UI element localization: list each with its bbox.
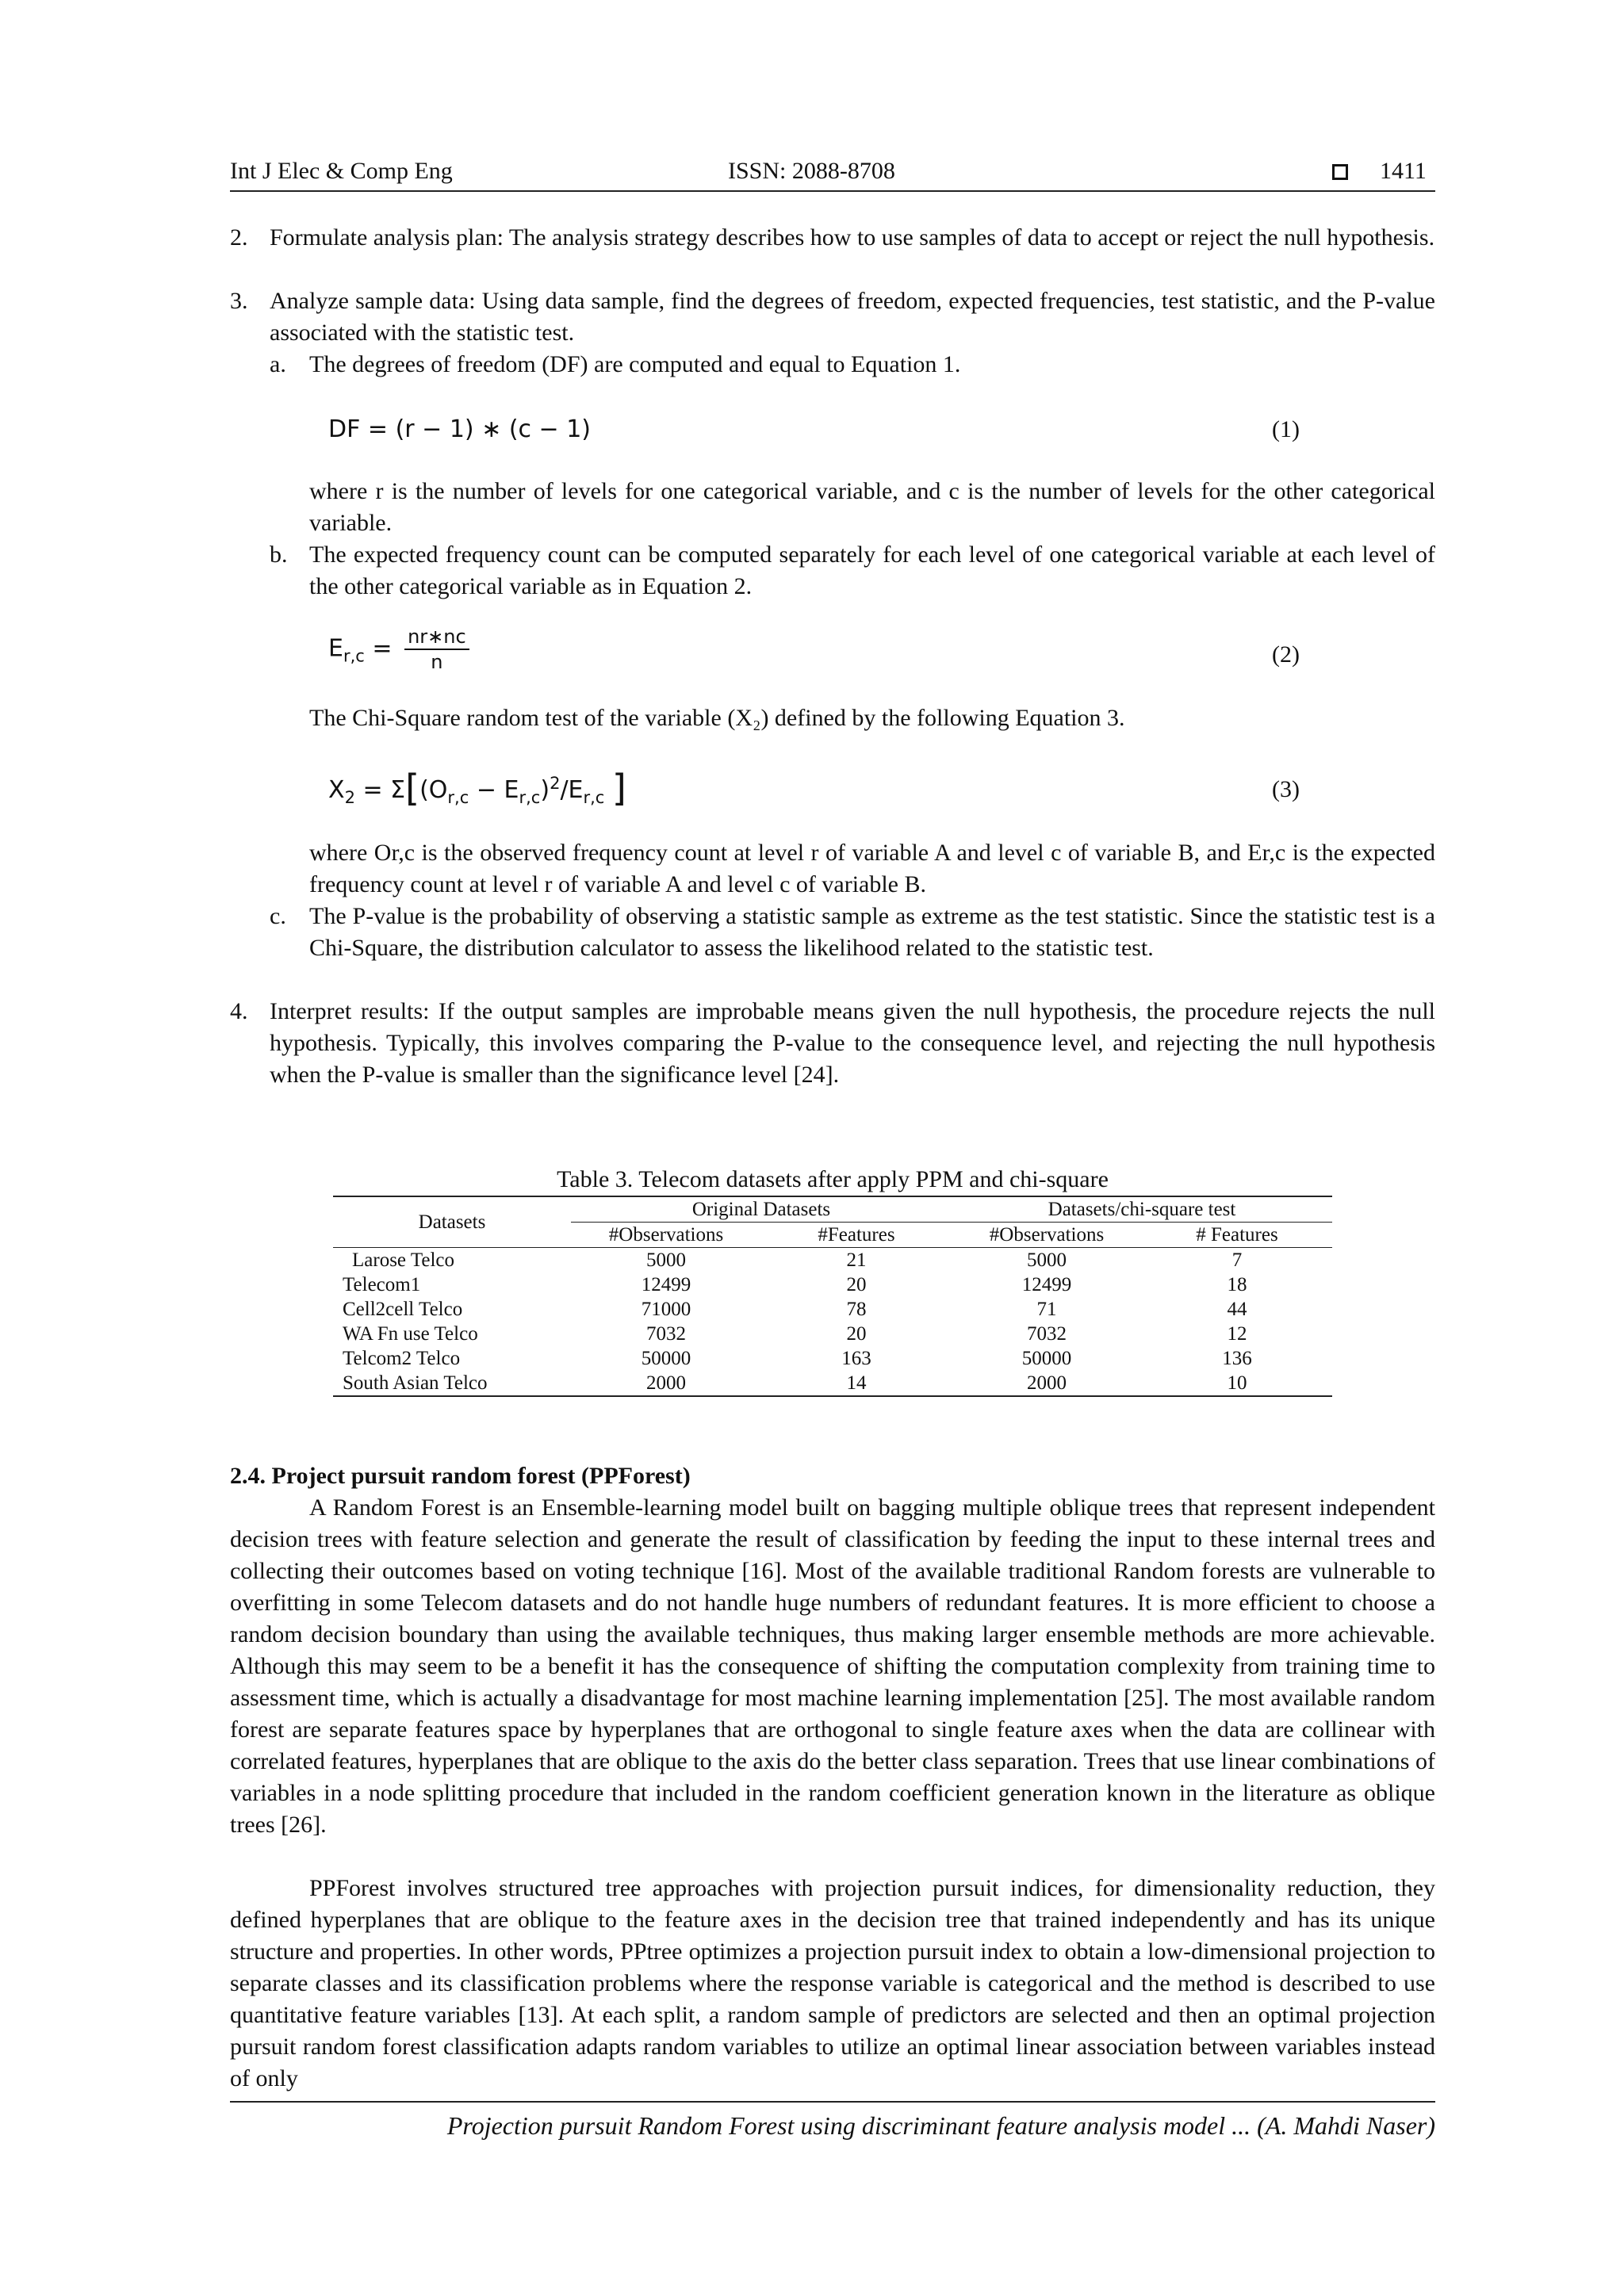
table-caption: Table 3. Telecom datasets after apply PPM and chi-square bbox=[557, 1166, 1109, 1192]
sub-header-features: #Features bbox=[761, 1223, 952, 1248]
cell-dataset-name: Larose Telco bbox=[352, 1249, 454, 1271]
equation-3-number: (3) bbox=[1272, 776, 1300, 802]
eq3-e-sub: r,c bbox=[519, 788, 541, 807]
list-item-4: Interpret results: If the output samples are improbable means given the null hypothesis, the procedure rejects the null hypothesis. Typically, this involves comparing the P-value to the consequence level, and rejecting the null hypothesis when the P-value is smaller than the significance level [24]. bbox=[270, 998, 1435, 1088]
sub-item-c: The P-value is the probability of observing a statistic sample as extreme as the test statistic. Since the statistic test is a Chi-Square, the distribution calculator to assess the likelihood related to the statistic test. bbox=[309, 903, 1435, 961]
list-item-3: Analyze sample data: Using data sample, find the degrees of freedom, expected frequencies, test statistic, and the P-value associated with the statistic test. bbox=[270, 288, 1435, 346]
eq2-fraction bbox=[404, 625, 469, 674]
page-number: 1411 bbox=[1380, 158, 1427, 184]
eq2-numerator: nr∗nc bbox=[404, 625, 469, 650]
cell-observations: 5000 bbox=[646, 1249, 686, 1271]
chi-square-intro: The Chi-Square random test of the variable (X₂) defined by the following Equation 3. bbox=[309, 705, 1125, 731]
table-header-row-1 bbox=[333, 1196, 1332, 1223]
cell-features: 163 bbox=[841, 1348, 871, 1369]
sub-num-c: c. bbox=[270, 903, 286, 929]
sub-header-observations: #Observations bbox=[571, 1223, 761, 1248]
cell-observations-2: 12499 bbox=[1021, 1274, 1072, 1295]
telecom-datasets-table bbox=[333, 1196, 1332, 1397]
equation-2-number: (2) bbox=[1272, 641, 1300, 668]
cell-observations-2: 71 bbox=[1036, 1299, 1057, 1320]
cell-dataset-name: South Asian Telco bbox=[333, 1371, 571, 1396]
cell-features-2: 136 bbox=[1222, 1348, 1252, 1369]
group-chi-square-header: Datasets/chi-square test bbox=[952, 1196, 1332, 1223]
eq3-e2-sub: r,c bbox=[583, 788, 605, 807]
eq3-sup: 2 bbox=[550, 774, 561, 793]
table-row bbox=[333, 1272, 1332, 1297]
cell-observations-2: 7032 bbox=[1027, 1323, 1067, 1345]
equation-3 bbox=[328, 767, 626, 813]
cell-features-2: 12 bbox=[1227, 1323, 1247, 1345]
page-number-group bbox=[1332, 155, 1427, 187]
eq2-denominator: n bbox=[431, 651, 443, 673]
running-footer: Projection pursuit Random Forest using discriminant feature analysis model ... (A. Mahdi Naser) bbox=[446, 2111, 1435, 2140]
eq3-sum: = Σ bbox=[362, 776, 406, 804]
cell-features: 14 bbox=[761, 1371, 952, 1396]
cell-observations: 50000 bbox=[641, 1348, 691, 1369]
where-clause-3: where Or,c is the observed frequency count at level r of variable A and level c of variable B, and Er,c is the expected frequency count at level r of variable A and level c of variable B. bbox=[309, 840, 1435, 897]
cell-observations-2: 50000 bbox=[1021, 1348, 1072, 1369]
section-paragraph-2: PPForest involves structured tree approaches with projection pursuit indices, for dimensionality reduction, they defined hyperplanes that are oblique to the feature axes in the decision tree that trained independently and has its unique structure and properties. In other words, PPtree optimizes a projection pursuit index to obtain a low-dimensional projection to separate classes and its classification problems where the response variable is categorical and the method is described to use quantitative feature variables [13]. At each split, a random sample of predictors are selected and then an optimal projection pursuit random forest classification adapts random variables to utilize an optimal linear association between variables instead of only bbox=[230, 1875, 1435, 2091]
cell-features: 21 bbox=[846, 1249, 867, 1271]
equation-1: DF = (r − 1) ∗ (c − 1) bbox=[328, 415, 592, 443]
cell-features-2: 18 bbox=[1227, 1274, 1247, 1295]
sub-item-a: The degrees of freedom (DF) are computed and equal to Equation 1. bbox=[309, 351, 961, 377]
eq3-close-paren: ) bbox=[540, 776, 550, 804]
footer-rule bbox=[230, 2101, 1435, 2103]
cell-dataset-name: Telecom1 bbox=[343, 1274, 421, 1295]
cell-dataset-name: WA Fn use Telco bbox=[343, 1323, 478, 1345]
journal-name: Int J Elec & Comp Eng bbox=[230, 158, 453, 184]
cell-features-2: 44 bbox=[1227, 1299, 1247, 1320]
table-row bbox=[333, 1322, 1332, 1346]
cell-features: 20 bbox=[846, 1323, 867, 1345]
checkbox-icon bbox=[1332, 164, 1348, 180]
cell-observations-2: 5000 bbox=[1027, 1249, 1067, 1271]
cell-features-2: 10 bbox=[1142, 1371, 1332, 1396]
eq3-e: E bbox=[504, 776, 519, 804]
group-original-header: Original Datasets bbox=[571, 1196, 952, 1223]
eq3-slash-e: /E bbox=[560, 776, 584, 804]
eq3-o: O bbox=[428, 776, 448, 804]
col-datasets-header: Datasets bbox=[333, 1196, 571, 1248]
table-row bbox=[333, 1297, 1332, 1322]
sub-item-b: The expected frequency count can be computed separately for each level of one categorical variable at each level of the other categorical variable as in Equation 2. bbox=[309, 541, 1435, 599]
cell-observations: 2000 bbox=[571, 1371, 761, 1396]
cell-features: 78 bbox=[846, 1299, 867, 1320]
cell-features-2: 7 bbox=[1231, 1249, 1243, 1271]
cell-observations: 71000 bbox=[641, 1299, 691, 1320]
table-row bbox=[333, 1248, 1332, 1273]
table-row bbox=[333, 1346, 1332, 1371]
section-paragraph-1: A Random Forest is an Ensemble-learning model built on bagging multiple oblique trees that represent independent decision trees with feature selection and generate the result of classification by feeding the input to these internal trees and collecting their outcomes based on voting technique [16]. Most of the available traditional Random forests are vulnerable to overfitting in some Telecom datasets and do not handle huge numbers of redundant features. It is more efficient to choose a random decision boundary than using the available techniques, thus making larger ensemble methods are more achievable. Although this may seem to be a benefit it has the consequence of shifting the computation complexity from training time to assessment time, which is actually a disadvantage for most machine learning implementation [25]. The most available random forest are separate features space by hyperplanes that are orthogonal to single feature axes when the data are collinear with correlated features, hyperplanes that are oblique to the axis do the better class separation. Trees that use linear combinations of variables in a node splitting procedure that included in the random coefficient generation known in the literature as oblique trees [26]. bbox=[230, 1494, 1435, 1838]
cell-features: 20 bbox=[846, 1274, 867, 1295]
list-num-3: 3. bbox=[230, 288, 248, 314]
cell-observations: 7032 bbox=[646, 1323, 686, 1345]
eq3-o-sub: r,c bbox=[447, 788, 469, 807]
cell-dataset-name: Telcom2 Telco bbox=[343, 1348, 461, 1369]
sub-header-features-2: # Features bbox=[1142, 1223, 1332, 1248]
cell-observations: 12499 bbox=[641, 1274, 691, 1295]
eq3-lhs: X bbox=[328, 776, 345, 804]
header-rule bbox=[230, 190, 1435, 192]
eq3-minus: − bbox=[476, 776, 496, 804]
issn: ISSN: 2088-8708 bbox=[728, 158, 895, 184]
eq2-equals: = bbox=[372, 634, 393, 663]
eq3-open-bracket: [ bbox=[405, 767, 420, 809]
eq3-open-paren: ( bbox=[419, 776, 429, 804]
sub-num-b: b. bbox=[270, 541, 288, 568]
where-clause-1: where r is the number of levels for one categorical variable, and c is the number of levels for the other categorical variable. bbox=[309, 478, 1435, 536]
eq2-lhs-sub: r,c bbox=[343, 646, 365, 666]
cell-observations-2: 2000 bbox=[952, 1371, 1142, 1396]
eq2-lhs: E bbox=[328, 634, 343, 663]
table-row bbox=[333, 1371, 1332, 1396]
list-num-2: 2. bbox=[230, 224, 248, 251]
section-heading: 2.4. Project pursuit random forest (PPForest) bbox=[230, 1463, 691, 1489]
eq3-close-bracket: ] bbox=[611, 767, 626, 809]
equation-1-number: (1) bbox=[1272, 416, 1300, 442]
list-num-4: 4. bbox=[230, 998, 248, 1024]
list-item-2: Formulate analysis plan: The analysis strategy describes how to use samples of data to accept or reject the null hypothesis. bbox=[270, 224, 1435, 251]
sub-num-a: a. bbox=[270, 351, 286, 377]
equation-2 bbox=[328, 625, 474, 674]
sub-header-observations-2: #Observations bbox=[952, 1223, 1142, 1248]
eq3-lhs-sub: 2 bbox=[344, 788, 355, 807]
cell-dataset-name: Cell2cell Telco bbox=[343, 1299, 463, 1320]
